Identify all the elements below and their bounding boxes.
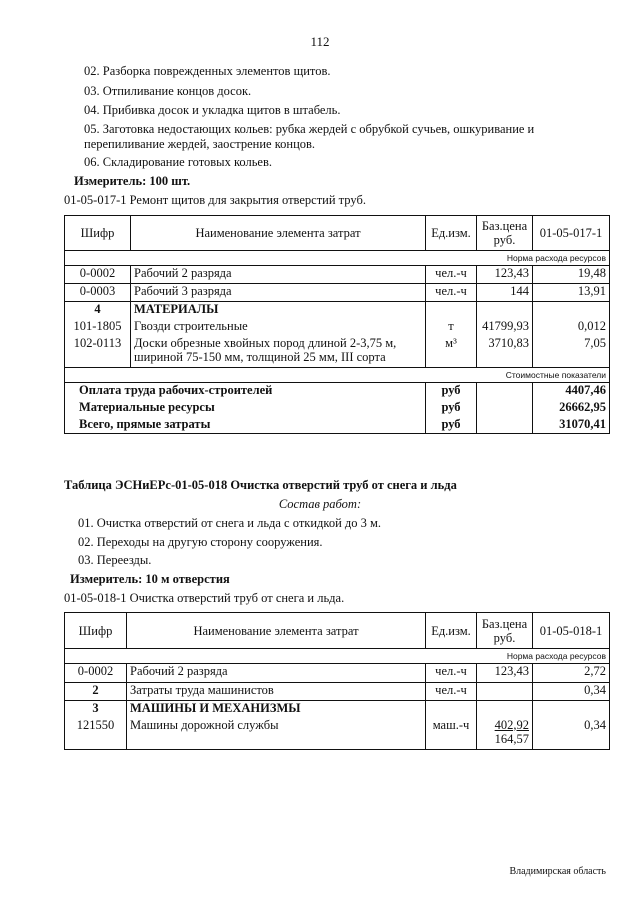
cell-price [477,718,533,750]
work-item: 03. Отпиливание концов досок. [84,84,252,98]
total-unit: руб [426,400,477,417]
header-unit: Ед.изм. [426,613,477,649]
total-unit: руб [426,417,477,434]
table-row [65,701,610,718]
resource-table-2 [64,612,610,750]
cell-unit: м³ [426,336,477,368]
resource-table-1 [64,215,610,434]
cell-value: 0,34 [533,718,610,750]
cost-label: Стоимостные показатели [65,368,610,383]
footer-region: Владимирская область [509,866,606,877]
item-title: 01-05-017-1 Ремонт щитов для закрытия отверстий труб. [64,193,366,207]
total-value: 26662,95 [533,400,610,417]
table-title: Таблица ЭСНиЕРс-01-05-018 Очистка отверстий труб от снега и льда [64,478,457,492]
cell-name: Рабочий 2 разряда [127,664,426,683]
cell-code: 101-1805 [65,319,131,336]
total-value: 4407,46 [533,383,610,400]
cell-value: 0,34 [533,683,610,701]
table-row [65,683,610,701]
norm-label: Норма расхода ресурсов [65,251,610,266]
header-column: 01-05-018-1 [533,613,610,649]
measure-unit: Измеритель: 100 шт. [74,174,191,188]
header-name: Наименование элемента затрат [127,613,426,649]
total-row [65,417,610,434]
work-item: 03. Переезды. [78,553,152,567]
total-name: Материальные ресурсы [65,400,426,417]
cell-code: 3 [65,701,127,718]
cell-unit [426,701,477,718]
cell-name: Рабочий 3 разряда [131,284,426,302]
price-secondary: 164,57 [494,731,529,746]
page-number: 112 [310,34,330,49]
work-item: 02. Разборка поврежденных элементов щитов. [84,64,331,78]
cell-name: Затраты труда машинистов [127,683,426,701]
table-row [65,336,610,368]
total-value: 31070,41 [533,417,610,434]
norm-label: Норма расхода ресурсов [65,649,610,664]
cell-code: 0-0003 [65,284,131,302]
cell-name: МАТЕРИАЛЫ [131,302,426,319]
cell-code: 4 [65,302,131,319]
table-row [65,319,610,336]
work-item: 05. Заготовка недостающих кольев: рубка жердей с обрубкой сучьев, ошкуривание и [84,122,535,136]
total-row [65,383,610,400]
cell-price: 123,43 [477,664,533,683]
cell-name: Гвозди строительные [131,319,426,336]
cell-code: 0-0002 [65,266,131,284]
header-price: Баз.цена руб. [477,613,533,649]
cell-value: 13,91 [533,284,610,302]
measure-unit: Измеритель: 10 м отверстия [70,572,230,586]
table-row [65,664,610,683]
cell-unit: чел.-ч [426,284,477,302]
cell-unit: т [426,319,477,336]
price-current: 402,92 [494,717,529,732]
work-item: 06. Складирование готовых кольев. [84,155,272,169]
cell-value: 7,05 [533,336,610,368]
cell-unit [426,302,477,319]
work-composition-heading: Состав работ: [278,497,362,511]
cell-value [533,701,610,718]
header-unit: Ед.изм. [426,216,477,251]
cell-price [477,302,533,319]
cell-value: 2,72 [533,664,610,683]
cell-price [477,683,533,701]
header-column: 01-05-017-1 [533,216,610,251]
cell-code: 2 [65,683,127,701]
work-item: 02. Переходы на другую сторону сооружения. [78,535,323,549]
header-code: Шифр [65,613,127,649]
table-row [65,284,610,302]
cell-unit: чел.-ч [426,683,477,701]
work-item: 01. Очистка отверстий от снега и льда с откидкой до 3 м. [78,516,382,530]
work-item: 04. Прибивка досок и укладка щитов в штабель. [84,103,341,117]
cell-price: 41799,93 [477,319,533,336]
cell-code: 102-0113 [65,336,131,368]
cell-value [533,302,610,319]
total-name: Оплата труда рабочих-строителей [65,383,426,400]
total-row [65,400,610,417]
cell-value: 19,48 [533,266,610,284]
cell-unit: чел.-ч [426,664,477,683]
cell-unit: чел.-ч [426,266,477,284]
item-title: 01-05-018-1 Очистка отверстий труб от снега и льда. [64,591,345,605]
cell-price: 144 [477,284,533,302]
cell-code: 0-0002 [65,664,127,683]
table-row [65,302,610,319]
header-code: Шифр [65,216,131,251]
cell-name: Машины дорожной службы [127,718,426,750]
cell-name: Доски обрезные хвойных пород длиной 2-3,75 м, шириной 75-150 мм, толщиной 25 мм, III сорта [131,336,426,368]
cell-code: 121550 [65,718,127,750]
header-name: Наименование элемента затрат [131,216,426,251]
cell-price: 123,43 [477,266,533,284]
header-price: Баз.цена руб. [477,216,533,251]
total-name: Всего, прямые затраты [65,417,426,434]
table-row [65,718,610,750]
cell-name: Рабочий 2 разряда [131,266,426,284]
cell-value: 0,012 [533,319,610,336]
work-item: перепиливание жердей, заострение концов. [84,137,316,151]
table-row [65,266,610,284]
cell-name: МАШИНЫ И МЕХАНИЗМЫ [127,701,426,718]
cell-price: 3710,83 [477,336,533,368]
cell-price [477,701,533,718]
cell-unit: маш.-ч [426,718,477,750]
total-unit: руб [426,383,477,400]
